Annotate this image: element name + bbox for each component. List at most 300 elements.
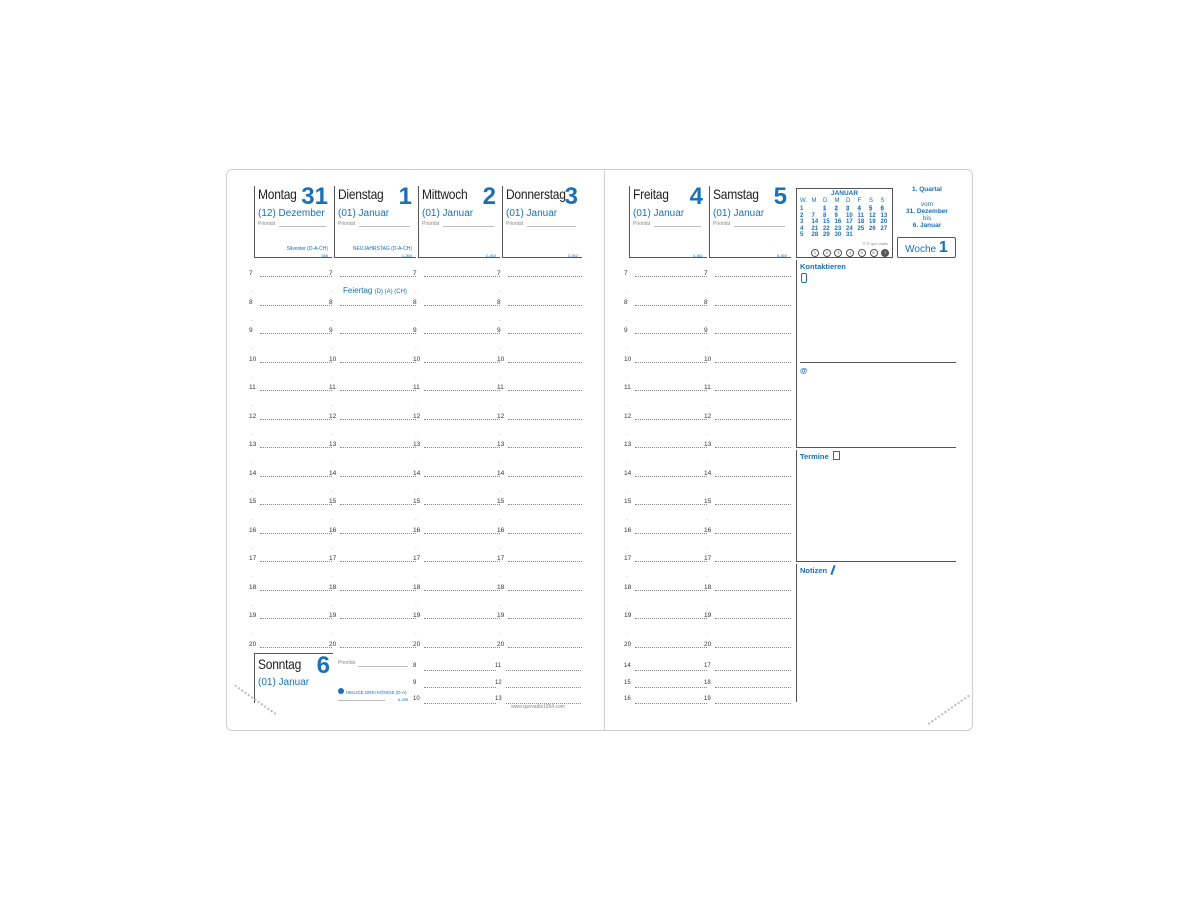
mini-hour-row: [413, 663, 496, 686]
day-code: 2-363: [485, 253, 496, 258]
half-hour-mark: -: [251, 545, 253, 552]
hour-line: [715, 419, 791, 420]
hour-label: 13: [413, 441, 421, 448]
hour-line: [340, 647, 416, 648]
hour-label: 15: [329, 498, 337, 505]
hour-row: [704, 270, 791, 305]
half-hour-mark: -: [499, 403, 501, 409]
day-name: Dienstag: [338, 186, 384, 202]
half-hour-mark: -: [706, 374, 708, 381]
calendar-dot: 5: [858, 249, 866, 257]
calendar-cell: 22: [823, 225, 830, 232]
hour-line: [715, 447, 791, 448]
hour-label: 9: [329, 327, 333, 334]
half-hour-mark: -: [499, 631, 501, 637]
sunday-name: Sonntag: [258, 656, 302, 672]
priority-label: Priorität: [633, 221, 651, 227]
hour-line: [260, 419, 332, 420]
calendar-cell: 28: [811, 232, 819, 238]
priority-line: [527, 226, 576, 227]
hour-row: [497, 412, 582, 448]
hour-label: 16: [497, 526, 505, 534]
calendar-cell: 14: [811, 219, 819, 225]
hour-label: 16: [704, 526, 712, 534]
hour-line: [635, 533, 707, 534]
hour-row: [413, 469, 500, 505]
hour-line: [340, 390, 416, 391]
hour-line: [424, 703, 496, 704]
hour-label: 9: [413, 327, 417, 334]
hour-row: [249, 555, 332, 590]
day-number: 3: [564, 183, 578, 210]
hour-label: 19: [704, 696, 711, 702]
calendar-cell: 1: [823, 206, 827, 212]
hour-line: [508, 647, 582, 648]
day-code: 1-364: [401, 253, 412, 258]
hour-row: [497, 469, 582, 505]
calendar-day-head: D: [846, 198, 851, 204]
calendar-title: JANUAR: [830, 190, 859, 197]
calendar-cell: 24: [846, 225, 853, 232]
half-hour-mark: -: [499, 517, 501, 523]
hour-label: 11: [329, 384, 336, 391]
half-hour-mark: -: [331, 403, 333, 409]
hour-label: 19: [249, 612, 257, 619]
day-code: 5-360: [776, 253, 787, 258]
sunday-prio-line: [358, 666, 408, 667]
calendar-cell: 19: [869, 219, 876, 225]
notizen-border: [796, 564, 797, 702]
quarter-label: 1. Quartal: [912, 186, 942, 193]
half-hour-mark: -: [251, 289, 253, 295]
half-hour-mark: -: [626, 460, 628, 466]
half-hour-mark: -: [499, 317, 501, 324]
hour-label: 12: [413, 412, 421, 420]
priority-label: Priorität: [422, 221, 440, 227]
hour-label: 20: [497, 640, 505, 648]
calendar-cell: 4: [800, 225, 804, 232]
hour-line: [635, 419, 707, 420]
hour-row: [329, 583, 416, 619]
half-hour-mark: -: [499, 488, 501, 495]
hour-label: 7: [249, 270, 253, 277]
bis-label: bis: [922, 215, 932, 222]
calendar-cell: 8: [823, 212, 827, 219]
hour-label: 8: [413, 298, 417, 306]
calendar-day-head: F: [857, 198, 862, 204]
calendar-cell: 15: [823, 219, 830, 225]
week-label: Woche: [905, 244, 937, 255]
calendar-cell: 6: [880, 206, 884, 212]
calendar-cell: 20: [880, 219, 888, 225]
hour-line: [508, 590, 582, 591]
hour-line: [424, 590, 500, 591]
hour-label: 7: [413, 270, 417, 277]
hour-row: [624, 555, 707, 590]
hour-row: [413, 498, 500, 533]
hour-line: [508, 419, 582, 420]
half-hour-mark: -: [331, 374, 333, 381]
hour-label: 7: [497, 270, 501, 277]
kontakt-line: [800, 362, 956, 363]
hour-label: 11: [497, 384, 504, 391]
hour-label: 13: [495, 696, 502, 702]
half-hour-mark: -: [251, 317, 253, 324]
half-hour-mark: -: [626, 517, 628, 523]
half-hour-mark: -: [626, 374, 628, 381]
hour-line: [635, 447, 707, 448]
hour-line: [715, 590, 791, 591]
hour-label: 10: [497, 355, 505, 363]
termine-bottom: [796, 561, 956, 562]
half-hour-mark: -: [706, 403, 708, 409]
hour-line: [715, 561, 791, 562]
mini-hour-row: [413, 679, 496, 703]
hour-label: 14: [329, 469, 337, 477]
notizen-heading: Notizen: [800, 566, 828, 575]
sunday-holiday: HEILIGE DREI KÖNIGE (D-A): [346, 690, 407, 695]
hour-line: [260, 533, 332, 534]
half-hour-mark: -: [499, 545, 501, 552]
hour-row: [249, 412, 332, 448]
hour-label: 8: [249, 298, 253, 306]
hour-label: 9: [249, 327, 253, 334]
hour-row: [329, 355, 416, 391]
half-hour-mark: -: [415, 545, 417, 552]
hour-line: [340, 504, 416, 505]
hour-line: [424, 305, 500, 306]
hour-label: 19: [413, 612, 421, 619]
hour-line: [424, 647, 500, 648]
calendar-day-head: D: [823, 198, 828, 204]
website: www.quovadis1954.com: [511, 704, 565, 710]
hour-row: [624, 526, 707, 562]
calendar-cell: 11: [857, 212, 864, 219]
hour-line: [508, 276, 582, 277]
half-hour-mark: -: [626, 545, 628, 552]
hour-line: [715, 333, 791, 334]
hour-label: 14: [249, 469, 257, 477]
half-hour-mark: -: [626, 574, 628, 580]
hour-label: 14: [624, 663, 631, 669]
calendar-cell: 25: [857, 225, 865, 232]
hour-row: [704, 498, 791, 533]
calendar-cell: 3: [800, 219, 804, 225]
calendar-dot: 4: [846, 249, 854, 257]
hour-line: [260, 561, 332, 562]
hour-line: [340, 533, 416, 534]
half-hour-mark: -: [626, 602, 628, 609]
hour-row: [249, 441, 332, 476]
priority-label: Priorität: [506, 221, 524, 227]
day-month: (01) Januar: [338, 208, 390, 219]
mini-hour-row: [495, 663, 581, 686]
half-hour-mark: -: [415, 346, 417, 352]
hour-line: [340, 590, 416, 591]
hour-line: [715, 687, 791, 688]
hour-label: 17: [704, 663, 711, 669]
hour-row: [624, 612, 707, 647]
half-hour-mark: -: [499, 431, 501, 438]
half-hour-mark: -: [331, 545, 333, 552]
half-hour-mark: -: [331, 346, 333, 352]
hour-label: 18: [497, 583, 505, 591]
hour-line: [508, 504, 582, 505]
half-hour-mark: -: [331, 488, 333, 495]
hour-label: 12: [704, 412, 712, 420]
half-hour-mark: -: [415, 488, 417, 495]
hour-row: [329, 612, 416, 647]
mini-hour-row: [624, 679, 707, 703]
hour-label: 14: [413, 469, 421, 477]
hour-label: 20: [413, 640, 421, 648]
hour-line: [508, 476, 582, 477]
hour-row: [249, 298, 332, 334]
hour-label: 20: [624, 640, 632, 648]
hour-row: [624, 355, 707, 391]
day-header-sat: [709, 183, 791, 258]
hour-label: 20: [329, 640, 337, 648]
hour-label: 10: [624, 355, 632, 363]
priority-line: [443, 226, 494, 227]
hour-line: [424, 447, 500, 448]
hour-line: [260, 390, 332, 391]
hour-label: 16: [329, 526, 337, 534]
hour-line: [715, 305, 791, 306]
calendar-day-head: W.: [800, 198, 807, 204]
priority-line: [734, 226, 785, 227]
sunday-number: 6: [316, 652, 330, 679]
mini-hour-row: [704, 679, 791, 703]
half-hour-mark: -: [706, 460, 708, 466]
half-hour-mark: -: [251, 346, 253, 352]
hour-line: [340, 305, 416, 306]
hour-label: 10: [249, 355, 257, 363]
hour-label: 10: [413, 696, 420, 702]
sunday-code: 6-359: [398, 697, 409, 702]
half-hour-mark: -: [415, 403, 417, 409]
half-hour-mark: -: [251, 374, 253, 381]
half-hour-mark: -: [251, 517, 253, 523]
half-hour-mark: -: [706, 431, 708, 438]
hour-row: [249, 469, 332, 505]
half-hour-mark: -: [331, 317, 333, 324]
spine: [604, 170, 605, 730]
hour-row: [413, 583, 500, 619]
hour-row: [497, 526, 582, 562]
day-month: (01) Januar: [633, 208, 685, 219]
hour-line: [635, 305, 707, 306]
hour-row: [329, 412, 416, 448]
hour-label: 18: [704, 583, 712, 591]
week-number: 1: [938, 239, 948, 256]
calendar-cell: 23: [834, 225, 842, 232]
hour-label: 8: [704, 298, 708, 306]
email-at-sign: @: [800, 366, 808, 375]
hour-row: [249, 384, 332, 419]
hour-row: [497, 612, 582, 647]
half-hour-mark: -: [251, 631, 253, 637]
hour-row: [624, 583, 707, 619]
calendar-cell: 30: [834, 232, 842, 238]
hour-row: [704, 355, 791, 391]
half-hour-mark: -: [499, 574, 501, 580]
hour-row: [704, 412, 791, 448]
hour-line: [715, 647, 791, 648]
hour-label: 8: [497, 298, 501, 306]
hour-row: [704, 469, 791, 505]
hour-label: 13: [249, 441, 257, 448]
hour-label: 11: [249, 384, 256, 391]
calendar-copyright: © ® quo vadis: [862, 241, 888, 246]
sunday-prio: Priorität: [338, 660, 356, 666]
hour-line: [635, 561, 707, 562]
calendar-cell: 17: [846, 219, 853, 225]
hour-row: [413, 384, 500, 419]
half-hour-mark: -: [251, 431, 253, 438]
hour-line: [260, 590, 332, 591]
calendar-dot: 1: [811, 249, 819, 257]
hour-line: [715, 703, 791, 704]
hour-line: [260, 362, 332, 363]
day-code: 3-362: [567, 253, 578, 258]
hour-row: [497, 498, 582, 533]
hour-line: [260, 333, 332, 334]
calendar-dot: 6: [870, 249, 878, 257]
hour-label: 18: [413, 583, 421, 591]
holiday-label: NEUJAHRSTAG (D-A-CH): [352, 246, 412, 252]
hour-row: [413, 412, 500, 448]
hour-label: 10: [329, 355, 337, 363]
calendar-cell: 4: [857, 206, 861, 212]
priority-line: [654, 226, 701, 227]
calendar-cell: 18: [857, 219, 865, 225]
calendar-day-head: S: [869, 198, 874, 204]
half-hour-mark: -: [331, 517, 333, 523]
termine-heading: Termine: [800, 452, 829, 461]
hour-label: 15: [624, 679, 631, 686]
half-hour-mark: -: [415, 631, 417, 637]
hour-line: [508, 533, 582, 534]
hour-label: 12: [495, 679, 502, 686]
hour-label: 18: [624, 583, 632, 591]
half-hour-mark: -: [706, 488, 708, 495]
hour-line: [508, 561, 582, 562]
vom-label: vom: [920, 201, 934, 208]
calendar-dot: 3: [834, 249, 842, 257]
day-number: 1: [398, 183, 412, 210]
calendar-dot: 7: [881, 249, 889, 257]
hour-row: [329, 441, 416, 476]
week-box: [897, 237, 956, 258]
half-hour-mark: -: [251, 574, 253, 580]
hour-label: 19: [497, 612, 505, 619]
hour-label: 7: [624, 270, 628, 277]
half-hour-mark: -: [331, 289, 333, 295]
hour-label: 17: [497, 555, 505, 562]
hour-line: [715, 390, 791, 391]
kontakt-heading: Kontaktieren: [800, 262, 846, 271]
half-hour-mark: -: [251, 602, 253, 609]
holiday-label: Silvester (D-A-CH): [286, 246, 328, 252]
hour-row: [624, 469, 707, 505]
hour-line: [506, 687, 581, 688]
week-info: [898, 186, 956, 229]
day-name: Montag: [258, 186, 297, 202]
hour-label: 13: [329, 441, 337, 448]
hour-line: [260, 647, 332, 648]
hour-row: [704, 441, 791, 476]
hour-row: [497, 555, 582, 590]
day-number: 2: [482, 183, 496, 210]
phone-icon: [801, 273, 807, 283]
hour-label: 16: [249, 526, 257, 534]
hour-line: [635, 703, 707, 704]
hour-label: 9: [413, 679, 417, 686]
hour-row: [249, 327, 332, 362]
half-hour-mark: -: [331, 431, 333, 438]
day-name: Mittwoch: [422, 186, 468, 202]
hour-label: 15: [704, 498, 712, 505]
calendar-cell: 12: [869, 212, 876, 219]
half-hour-mark: -: [706, 545, 708, 552]
half-hour-mark: -: [626, 631, 628, 637]
hour-row: [704, 298, 791, 334]
hour-label: 11: [704, 384, 711, 391]
hour-line: [508, 362, 582, 363]
hour-line: [508, 447, 582, 448]
half-hour-mark: -: [706, 317, 708, 324]
hour-label: 19: [624, 612, 632, 619]
calendar-cell: 5: [869, 206, 873, 212]
hour-row: [624, 412, 707, 448]
half-hour-mark: -: [626, 317, 628, 324]
hour-row: [704, 526, 791, 562]
hour-label: 15: [249, 498, 257, 505]
hour-label: 13: [624, 441, 632, 448]
hour-line: [715, 533, 791, 534]
hour-line: [340, 476, 416, 477]
hour-row: [624, 384, 707, 419]
hour-line: [635, 590, 707, 591]
priority-label: Priorität: [713, 221, 731, 227]
hour-label: 8: [329, 298, 333, 306]
mini-calendar: [796, 188, 893, 258]
hour-label: 10: [704, 355, 712, 363]
hour-line: [260, 276, 332, 277]
hour-line: [260, 447, 332, 448]
hour-row: [497, 441, 582, 476]
hour-line: [424, 561, 500, 562]
hour-line: [635, 504, 707, 505]
hour-row: [329, 498, 416, 533]
mini-hour-row: [704, 696, 791, 719]
hour-label: 18: [704, 679, 711, 686]
half-hour-mark: -: [499, 289, 501, 295]
hour-line: [715, 476, 791, 477]
day-month: (01) Januar: [422, 208, 474, 219]
priority-label: Priorität: [258, 221, 276, 227]
hour-row: [413, 270, 500, 305]
half-hour-mark: -: [415, 289, 417, 295]
mini-hour-row: [413, 696, 496, 719]
calendar-cell: 26: [869, 225, 876, 232]
hour-label: 18: [249, 583, 257, 591]
half-hour-mark: -: [251, 403, 253, 409]
hour-row: [329, 555, 416, 590]
hour-label: 14: [624, 469, 632, 477]
hour-row: [624, 298, 707, 334]
